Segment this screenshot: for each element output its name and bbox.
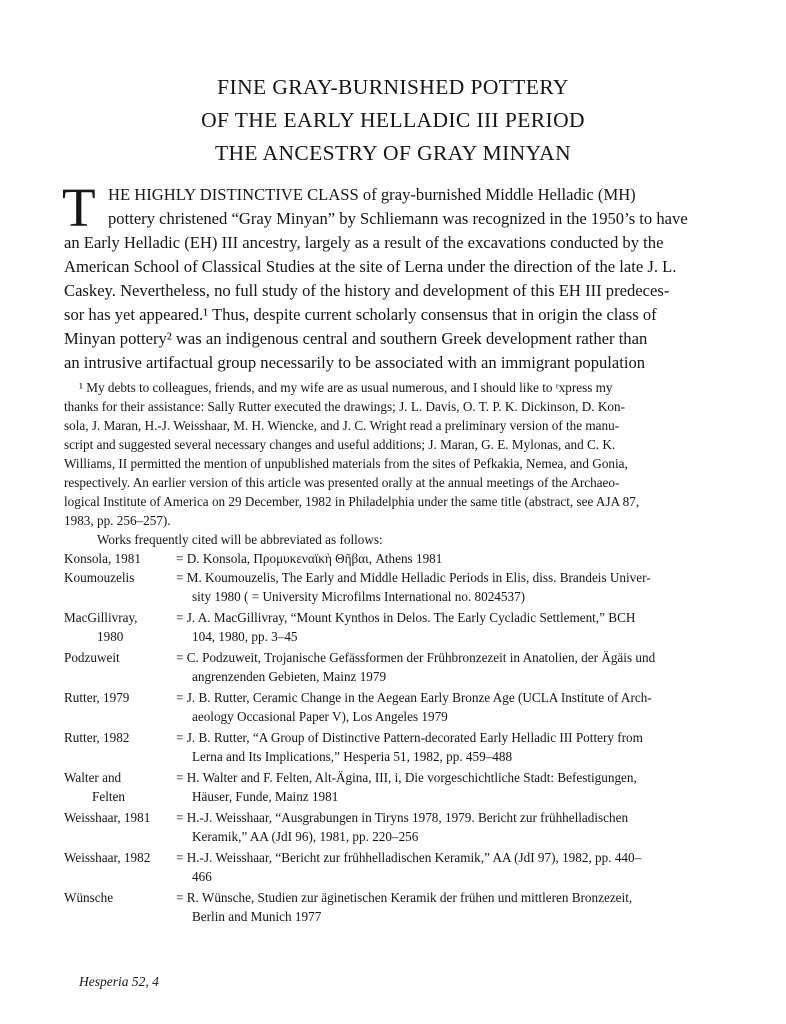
body-line: HE HIGHLY DISTINCTIVE CLASS of gray-burnished Middle Helladic (MH) bbox=[108, 185, 636, 204]
abbr-entry-cont: Lerna and Its Implications,” Hesperia 51, 1982, pp. 459–488 bbox=[192, 749, 513, 764]
body-line: an Early Helladic (EH) III ancestry, largely as a result of the excavations conducted by the bbox=[64, 233, 664, 252]
abbr-entry-cont: Berlin and Munich 1977 bbox=[192, 909, 322, 924]
abbr-entry: = H.-J. Weisshaar, “Ausgrabungen in Tiryns 1978, 1979. Bericht zur frühhelladischen bbox=[176, 810, 629, 825]
abbr-entry: = M. Koumouzelis, The Early and Middle Helladic Periods in Elis, diss. Brandeis Univer- bbox=[176, 570, 651, 585]
abbr-entry-cont: 466 bbox=[192, 869, 212, 884]
abbr-key: Konsola, 1981 bbox=[64, 551, 141, 566]
footnote-line: thanks for their assistance: Sally Rutter executed the drawings; J. L. Davis, O. T. P. K. Dickinson, D. Kon- bbox=[64, 399, 625, 414]
abbr-entry: = R. Wünsche, Studien zur äginetischen Keramik der frühen und mittleren Bronzezeit, bbox=[176, 890, 633, 905]
footnote-line: respectively. An earlier version of this article was presented orally at the annual meetings of the Archaeo- bbox=[64, 475, 620, 490]
title-line-2: OF THE EARLY HELLADIC III PERIOD bbox=[201, 108, 585, 132]
abbr-key: Rutter, 1979 bbox=[64, 690, 130, 705]
abbreviations-intro: Works frequently cited will be abbreviated as follows: bbox=[97, 532, 383, 547]
abbr-entry: = J. B. Rutter, Ceramic Change in the Aegean Early Bronze Age (UCLA Institute of Arch- bbox=[176, 690, 652, 705]
abbr-entry: = H. Walter and F. Felten, Alt-Ägina, III, i, Die vorgeschichtliche Stadt: Befestigungen, bbox=[176, 770, 637, 785]
abbr-key-cont: 1980 bbox=[97, 629, 124, 644]
abbr-entry-cont: 104, 1980, pp. 3–45 bbox=[192, 629, 298, 644]
abbr-entry: = C. Podzuweit, Trojanische Gefässformen der Frühbronzezeit in Anatolien, der Ägäis und bbox=[176, 650, 656, 665]
footnote-line: Williams, II permitted the mention of unpublished materials from the sites of Pefkakia, Nemea, and Gonia, bbox=[64, 456, 628, 471]
abbr-entry: = J. A. MacGillivray, “Mount Kynthos in Delos. The Early Cycladic Settlement,” BCH bbox=[176, 610, 636, 625]
abbr-key: MacGillivray, bbox=[64, 610, 138, 625]
abbr-key: Podzuweit bbox=[64, 650, 120, 665]
article-title bbox=[0, 71, 786, 170]
abbr-entry-cont: angrenzenden Gebieten, Mainz 1979 bbox=[192, 669, 387, 684]
footnote-line: 1983, pp. 256–257). bbox=[64, 513, 171, 528]
abbr-key-cont: Felten bbox=[92, 789, 125, 804]
body-line: Minyan pottery² was an indigenous central and southern Greek development rather than bbox=[64, 329, 648, 348]
title-line-3: THE ANCESTRY OF GRAY MINYAN bbox=[214, 141, 572, 165]
drop-cap: T bbox=[62, 177, 96, 238]
footnote-line: logical Institute of America on 29 December, 1982 in Philadelphia under the same title (abstract, see AJA 87, bbox=[64, 494, 640, 509]
abbr-key: Weisshaar, 1981 bbox=[64, 810, 151, 825]
title-line-1: FINE GRAY-BURNISHED POTTERY bbox=[217, 75, 569, 99]
abbr-entry: = H.-J. Weisshaar, “Bericht zur frühhelladischen Keramik,” AA (JdI 97), 1982, pp. 440– bbox=[176, 850, 642, 865]
footnote-line: script and suggested several necessary changes and useful additions; J. Maran, G. E. Mylonas, and C. K. bbox=[64, 437, 616, 452]
abbr-entry: = J. B. Rutter, “A Group of Distinctive Pattern-decorated Early Helladic III Pottery from bbox=[176, 730, 643, 745]
abbr-key: Wünsche bbox=[64, 890, 114, 905]
body-line: an intrusive artifactual group necessarily to be associated with an immigrant population bbox=[64, 353, 646, 372]
body-line: pottery christened “Gray Minyan” by Schliemann was recognized in the 1950’s to have bbox=[108, 209, 688, 228]
abbr-key: Koumouzelis bbox=[64, 570, 135, 585]
abbr-entry-cont: Häuser, Funde, Mainz 1981 bbox=[192, 789, 339, 804]
journal-citation: Hesperia 52, 4 bbox=[79, 974, 159, 989]
abbr-key: Weisshaar, 1982 bbox=[64, 850, 151, 865]
abbr-entry-cont: aeology Occasional Paper V), Los Angeles 1979 bbox=[192, 709, 448, 724]
abbr-key: Rutter, 1982 bbox=[64, 730, 130, 745]
abbr-entry-cont: Keramik,” AA (JdI 96), 1981, pp. 220–256 bbox=[192, 829, 419, 844]
abbr-key: Walter and bbox=[64, 770, 122, 785]
footnote-line: ¹ My debts to colleagues, friends, and my wife are as usual numerous, and I should like to ʳxpress my bbox=[79, 380, 613, 395]
body-line: sor has yet appeared.¹ Thus, despite current scholarly consensus that in origin the class of bbox=[64, 305, 657, 324]
abbr-entry-cont: sity 1980 ( = University Microfilms International no. 8024537) bbox=[192, 589, 526, 604]
footnote-line: sola, J. Maran, H.-J. Weisshaar, M. H. Wiencke, and J. C. Wright read a preliminary version of the manu- bbox=[64, 418, 620, 433]
body-line: American School of Classical Studies at the site of Lerna under the direction of the late J. L. bbox=[64, 257, 677, 276]
abbr-entry: = D. Konsola, Προμυκεναϊκὴ Θῆβαι, Athens 1981 bbox=[176, 551, 443, 566]
body-line: Caskey. Nevertheless, no full study of the history and development of this EH III predeces- bbox=[64, 281, 670, 300]
